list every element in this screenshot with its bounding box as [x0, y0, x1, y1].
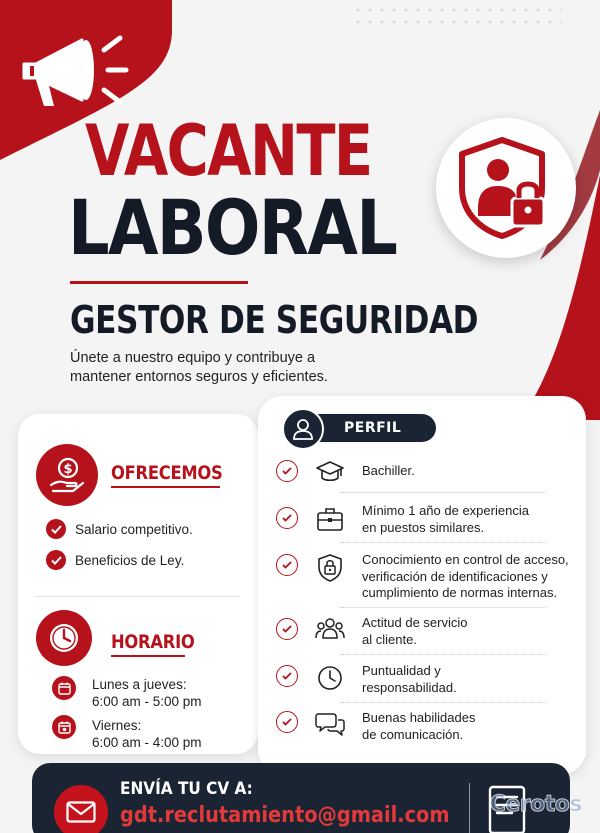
offer-circle [36, 444, 98, 506]
requirement-line: Puntualidad y [362, 663, 441, 678]
offer-item [46, 550, 184, 570]
shield-user-lock-icon [456, 136, 556, 240]
requirement-line: al cliente. [362, 631, 417, 647]
chat-icon [314, 708, 346, 740]
requirement-line: responsabilidad. [362, 679, 457, 695]
requirement-line: Bachiller. [362, 463, 415, 478]
check-icon [46, 519, 66, 539]
offer-item-label: Beneficios de Ley. [75, 552, 185, 568]
position-title: GESTOR DE SEGURIDAD [70, 298, 479, 342]
requirement-separator [340, 654, 546, 655]
clock-icon [46, 620, 82, 656]
requirement-line: de comunicación. [362, 726, 464, 742]
email-circle [54, 785, 108, 833]
requirement-text [362, 710, 475, 743]
requirement-text [362, 503, 529, 536]
svg-text:$: $ [63, 462, 73, 477]
requirement-text [362, 552, 569, 602]
check-icon [276, 665, 298, 687]
profile-card [258, 396, 586, 774]
offer-item [46, 519, 193, 539]
title-line-2: LABORAL [68, 183, 397, 272]
people-icon [314, 613, 346, 645]
dot-pattern [352, 4, 562, 28]
requirement-separator [340, 702, 546, 703]
requirement-separator [340, 492, 546, 493]
requirement-text [362, 463, 415, 480]
requirement-line: Actitud de servicio [362, 615, 468, 630]
offer-underline [111, 486, 220, 488]
envelope-icon [66, 801, 96, 823]
offer-title: OFRECEMOS [111, 462, 223, 484]
requirement-line: Conocimiento en control de acceso, [362, 552, 569, 567]
requirement-text [362, 615, 468, 648]
offer-schedule-card [18, 414, 258, 754]
check-icon [46, 550, 66, 570]
graduation-cap-icon [314, 456, 346, 488]
check-icon [276, 711, 298, 733]
schedule-days: Lunes a jueves: [92, 677, 187, 692]
requirement-line: Buenas habilidades [362, 710, 476, 725]
requirement-text [362, 663, 457, 696]
requirement-line: cumplimiento de normas internas. [362, 585, 558, 600]
hand-money-icon [47, 455, 87, 495]
requirement-line: en puestos similares. [362, 519, 485, 535]
intro-text: Únete a nuestro equipo y contribuye a mantener entornos seguros y eficientes. [70, 350, 328, 385]
email-address[interactable]: gdt.reclutamiento@gmail.com [120, 803, 450, 828]
requirement-separator [340, 542, 546, 543]
offer-item-label: Salario competitivo. [75, 521, 193, 537]
schedule-slot [92, 676, 202, 710]
schedule-underline [111, 655, 185, 657]
clock-icon [314, 662, 346, 694]
user-icon [282, 408, 324, 450]
requirement-separator [340, 607, 546, 608]
watermark: Cerotos [489, 792, 582, 817]
check-icon [276, 507, 298, 529]
profile-title: PERFIL [344, 420, 402, 436]
footer-divider [469, 783, 470, 833]
schedule-circle [36, 610, 92, 666]
calendar-icon [52, 715, 76, 739]
calendar-icon [52, 676, 76, 700]
requirement-line: verificación de identificaciones y [362, 568, 548, 584]
check-icon [276, 618, 298, 640]
schedule-hours: 6:00 am - 4:00 pm [92, 735, 202, 750]
card-divider [36, 596, 240, 597]
schedule-title: HORARIO [111, 631, 195, 653]
requirement-line: Mínimo 1 año de experiencia [362, 503, 529, 518]
cta-text: ENVÍA TU CV A: [120, 779, 253, 799]
megaphone-icon [12, 18, 132, 118]
title-underline [70, 281, 248, 284]
title-line-1: VACANTE [85, 110, 372, 192]
shield-lock-icon [314, 552, 346, 584]
schedule-hours: 6:00 am - 5:00 pm [92, 694, 202, 709]
schedule-days: Viernes: [92, 718, 142, 733]
check-icon [276, 554, 298, 576]
check-icon [276, 460, 298, 482]
briefcase-icon [314, 503, 346, 535]
security-badge [436, 118, 576, 258]
schedule-slot [92, 717, 202, 751]
